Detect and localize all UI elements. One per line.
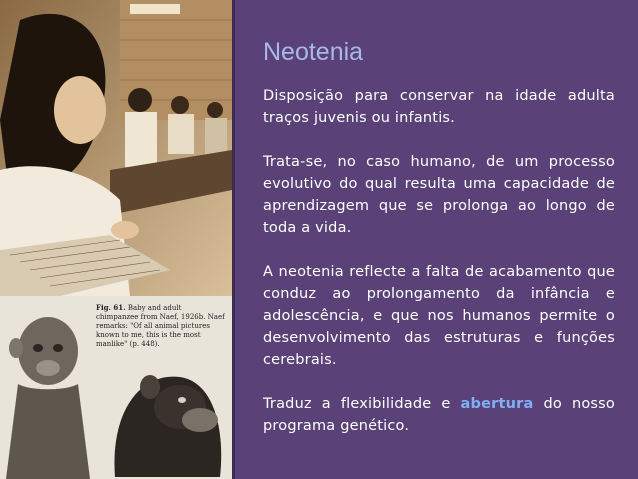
paragraph-human-process: Trata-se, no caso humano, de um processo evolutivo do qual resulta uma capacidade de aprendizagem que se prolonga ao longo de toda a vida. — [263, 154, 615, 236]
figure-caption — [96, 303, 226, 349]
baby-chimpanzee-image — [0, 296, 96, 479]
paragraph-genetic-program-end: do nosso programa genético. — [263, 396, 615, 434]
figure-number: Fig. 61. — [96, 303, 126, 312]
panel-divider — [232, 0, 235, 479]
paragraph-definition: Disposição para conservar na idade adulta traços juvenis ou infantis. — [263, 88, 615, 126]
slide-content — [263, 38, 615, 459]
chimpanzee-figure — [0, 296, 232, 479]
adult-chimpanzee-image — [100, 352, 230, 477]
image-panel — [0, 0, 232, 479]
slide-title: Neotenia — [263, 38, 364, 66]
paragraph-genetic-program-start: Traduz a flexibilidade e — [263, 396, 461, 412]
figure-caption-text: Baby and adult chimpanzee from Naef, 1926b. Naef remarks: "Of all animal pictures known to me, this is the most manlike" (p. 448). — [96, 304, 225, 348]
classroom-photo — [0, 0, 232, 296]
paragraph-neotenia-effects: A neotenia reflecte a falta de acabamento que conduz ao prolongamento da infância e adolescência, e que nos humanos permite o desenvolvimento das estruturas e funções cerebrais. — [263, 264, 615, 368]
highlight-abertura: abertura — [460, 396, 534, 412]
paragraph-genetic-program — [263, 393, 615, 437]
